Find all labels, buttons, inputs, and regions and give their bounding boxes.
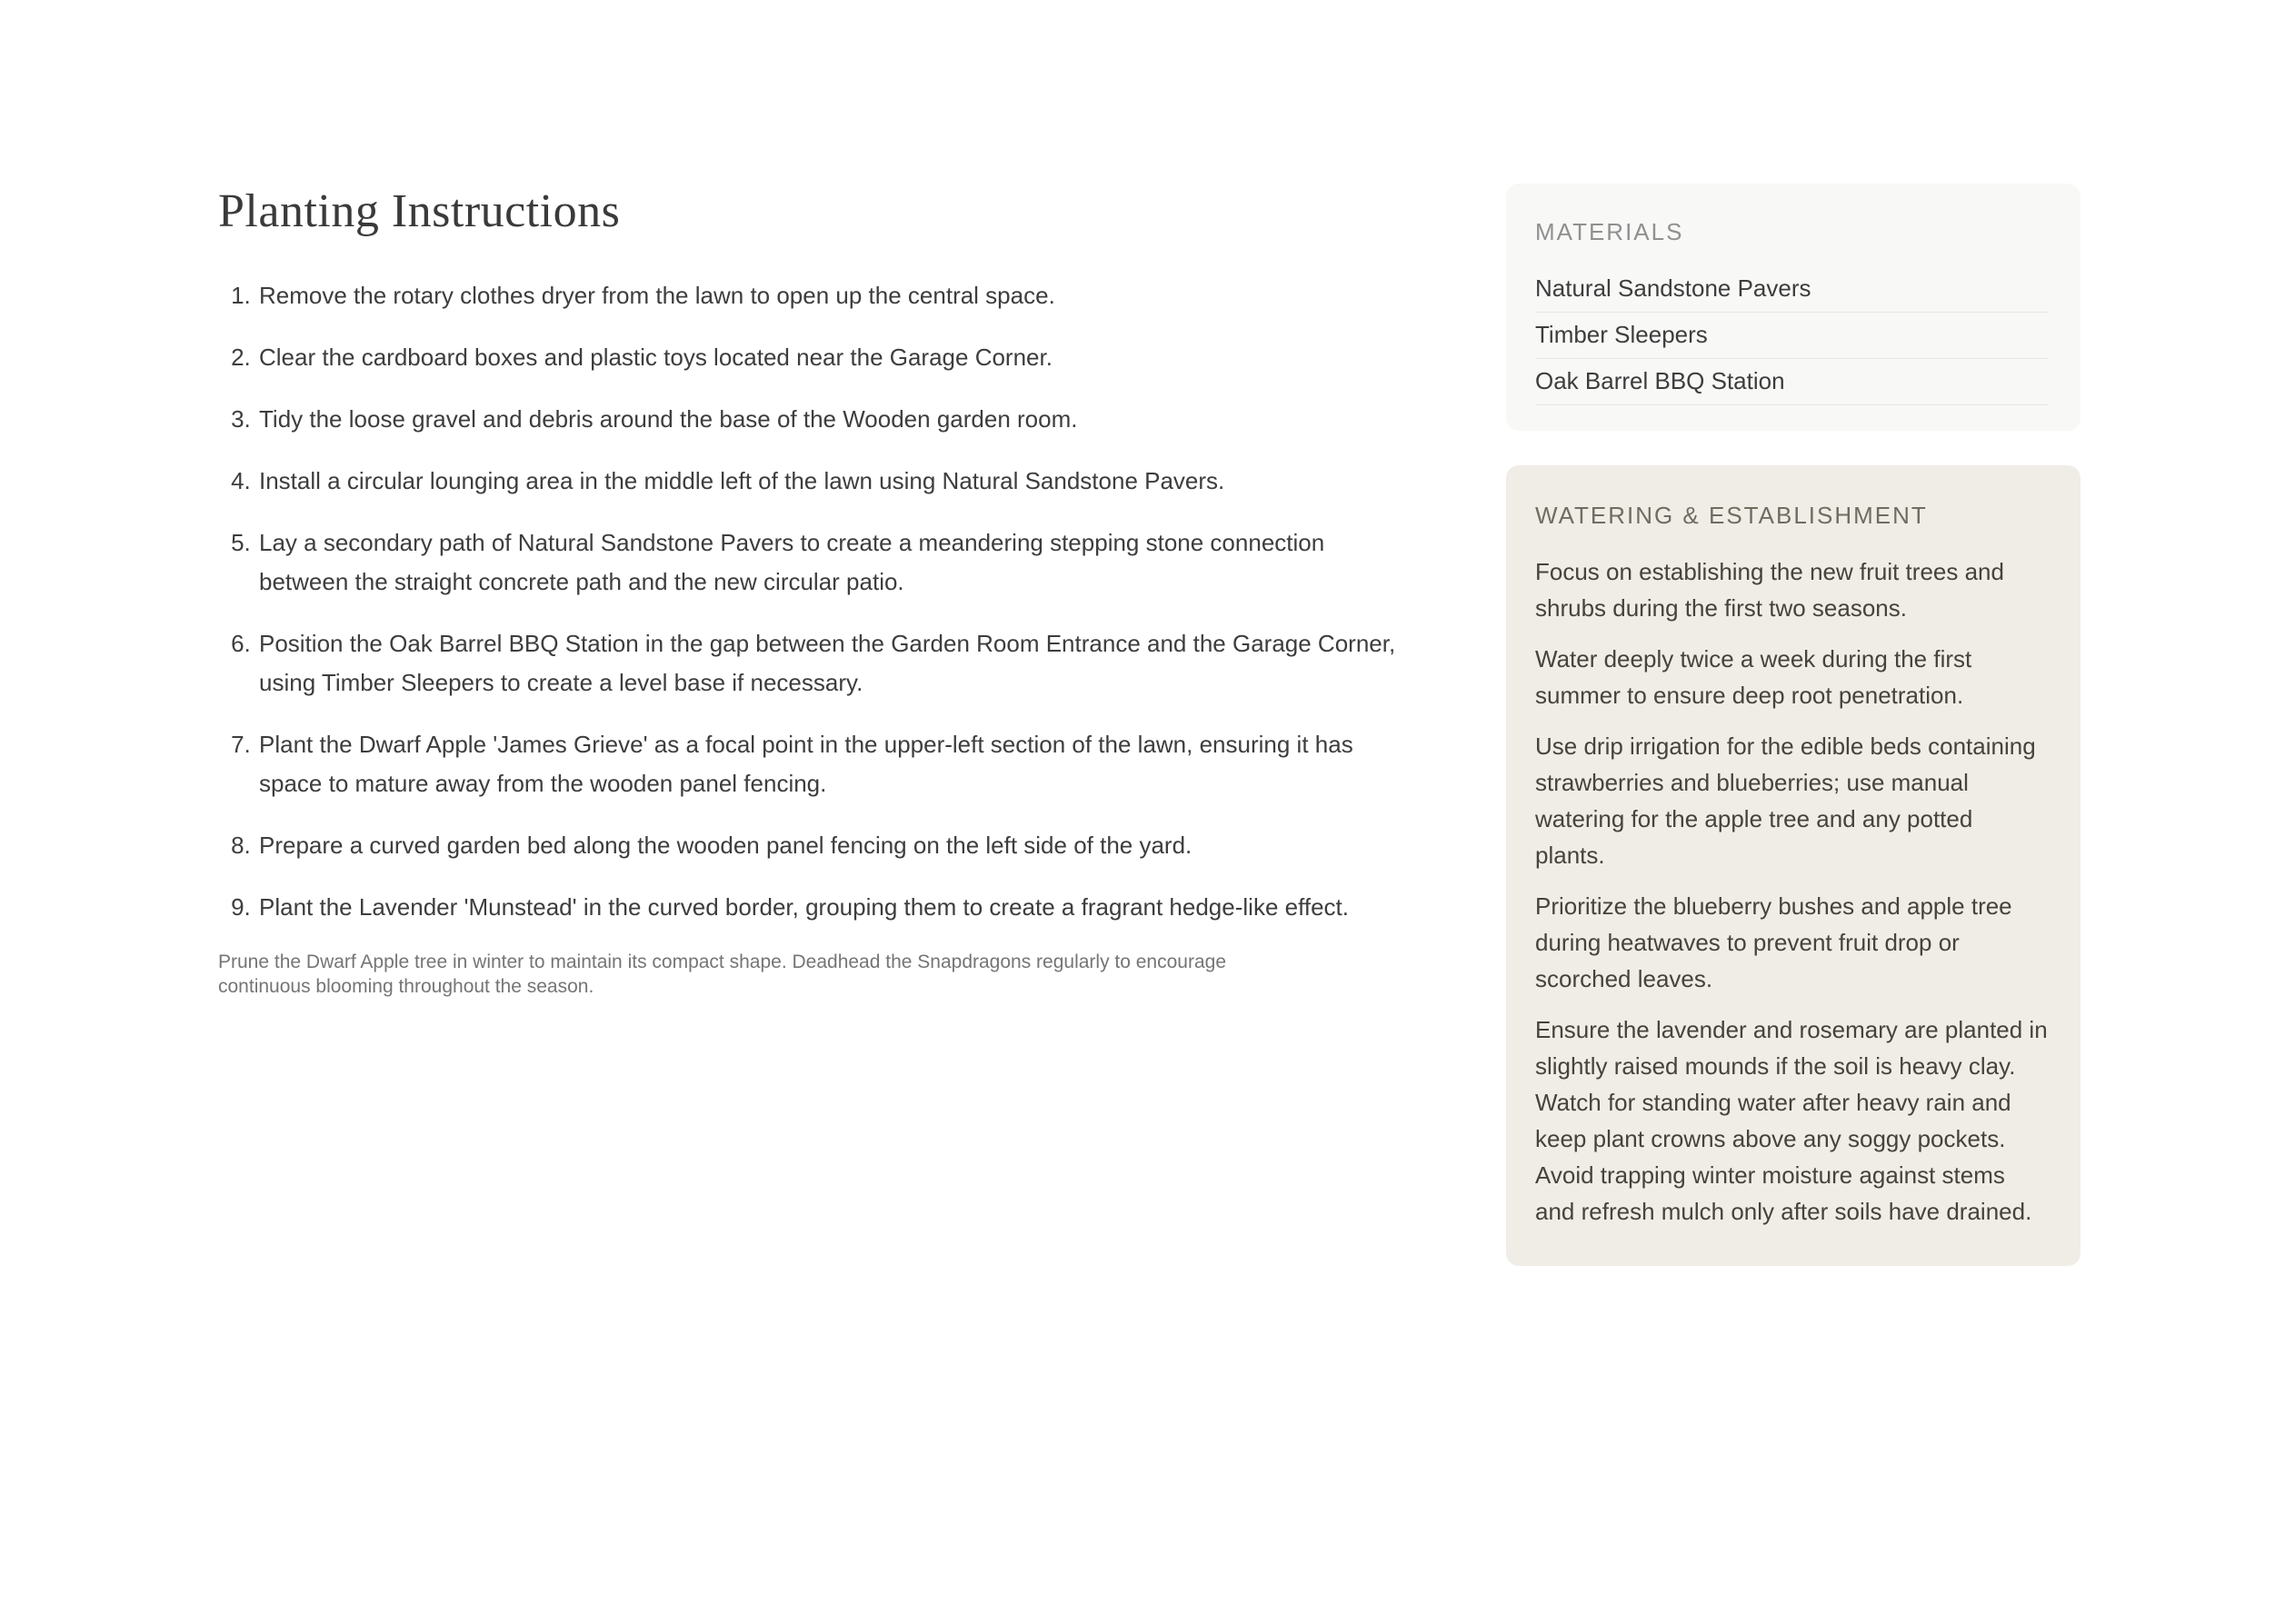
watering-paragraph: Prioritize the blueberry bushes and apple tree during heatwaves to prevent fruit drop or scorched leaves. xyxy=(1535,892,2012,992)
instruction-item: 2. Clear the cardboard boxes and plastic toys located near the Garage Corner. xyxy=(257,338,1409,377)
instruction-item: 5. Lay a secondary path of Natural Sandstone Pavers to create a meandering stepping stone connection between the straight concrete path and the new circular patio. xyxy=(257,523,1409,602)
materials-list xyxy=(1535,266,2048,405)
materials-card xyxy=(1506,184,2080,431)
main-content xyxy=(218,184,1409,999)
instruction-item: 4. Install a circular lounging area in the middle left of the lawn using Natural Sandstone Pavers. xyxy=(257,462,1409,501)
watering-paragraph: Focus on establishing the new fruit trees and shrubs during the first two seasons. xyxy=(1535,558,2004,622)
sidebar xyxy=(1506,184,2080,1266)
instruction-item: 9. Plant the Lavender 'Munstead' in the curved border, grouping them to create a fragrant hedge-like effect. xyxy=(257,888,1409,927)
material-item: Oak Barrel BBQ Station xyxy=(1535,359,2048,405)
watering-paragraphs xyxy=(1535,553,2048,1230)
material-item: Timber Sleepers xyxy=(1535,313,2048,359)
instruction-item: 7. Plant the Dwarf Apple 'James Grieve' as a focal point in the upper-left section of the lawn, ensuring it has space to mature away from the wooden panel fencing. xyxy=(257,725,1409,803)
watering-paragraph: Water deeply twice a week during the first summer to ensure deep root penetration. xyxy=(1535,645,1972,709)
instruction-item: 1. Remove the rotary clothes dryer from the lawn to open up the central space. xyxy=(257,276,1409,315)
instruction-item: 3. Tidy the loose gravel and debris around the base of the Wooden garden room. xyxy=(257,400,1409,439)
instruction-item: 6. Position the Oak Barrel BBQ Station in the gap between the Garden Room Entrance and the Garage Corner, using Timber Sleepers to create a level base if necessary. xyxy=(257,624,1409,702)
materials-heading: MATERIALS xyxy=(1535,218,1684,245)
instructions-list xyxy=(218,276,1409,927)
page-title: Planting Instructions xyxy=(218,185,621,237)
instruction-item: 8. Prepare a curved garden bed along the wooden panel fencing on the left side of the yard. xyxy=(257,826,1409,865)
watering-paragraph: Use drip irrigation for the edible beds containing strawberries and blueberries; use manual watering for the apple tree and any potted plants. xyxy=(1535,732,2036,869)
watering-paragraph: Ensure the lavender and rosemary are planted in slightly raised mounds if the soil is heavy clay. Watch for standing water after heavy rain and keep plant crowns above any soggy pockets. Avoid trapping winter moisture against stems and refresh mulch only after soils have drained. xyxy=(1535,1016,2048,1225)
footnote: Prune the Dwarf Apple tree in winter to maintain its compact shape. Deadhead the Snapdragons regularly to encourage continuous blooming throughout the season. xyxy=(218,951,1227,997)
watering-card xyxy=(1506,465,2080,1266)
material-item: Natural Sandstone Pavers xyxy=(1535,266,2048,313)
watering-heading: WATERING & ESTABLISHMENT xyxy=(1535,502,1928,529)
